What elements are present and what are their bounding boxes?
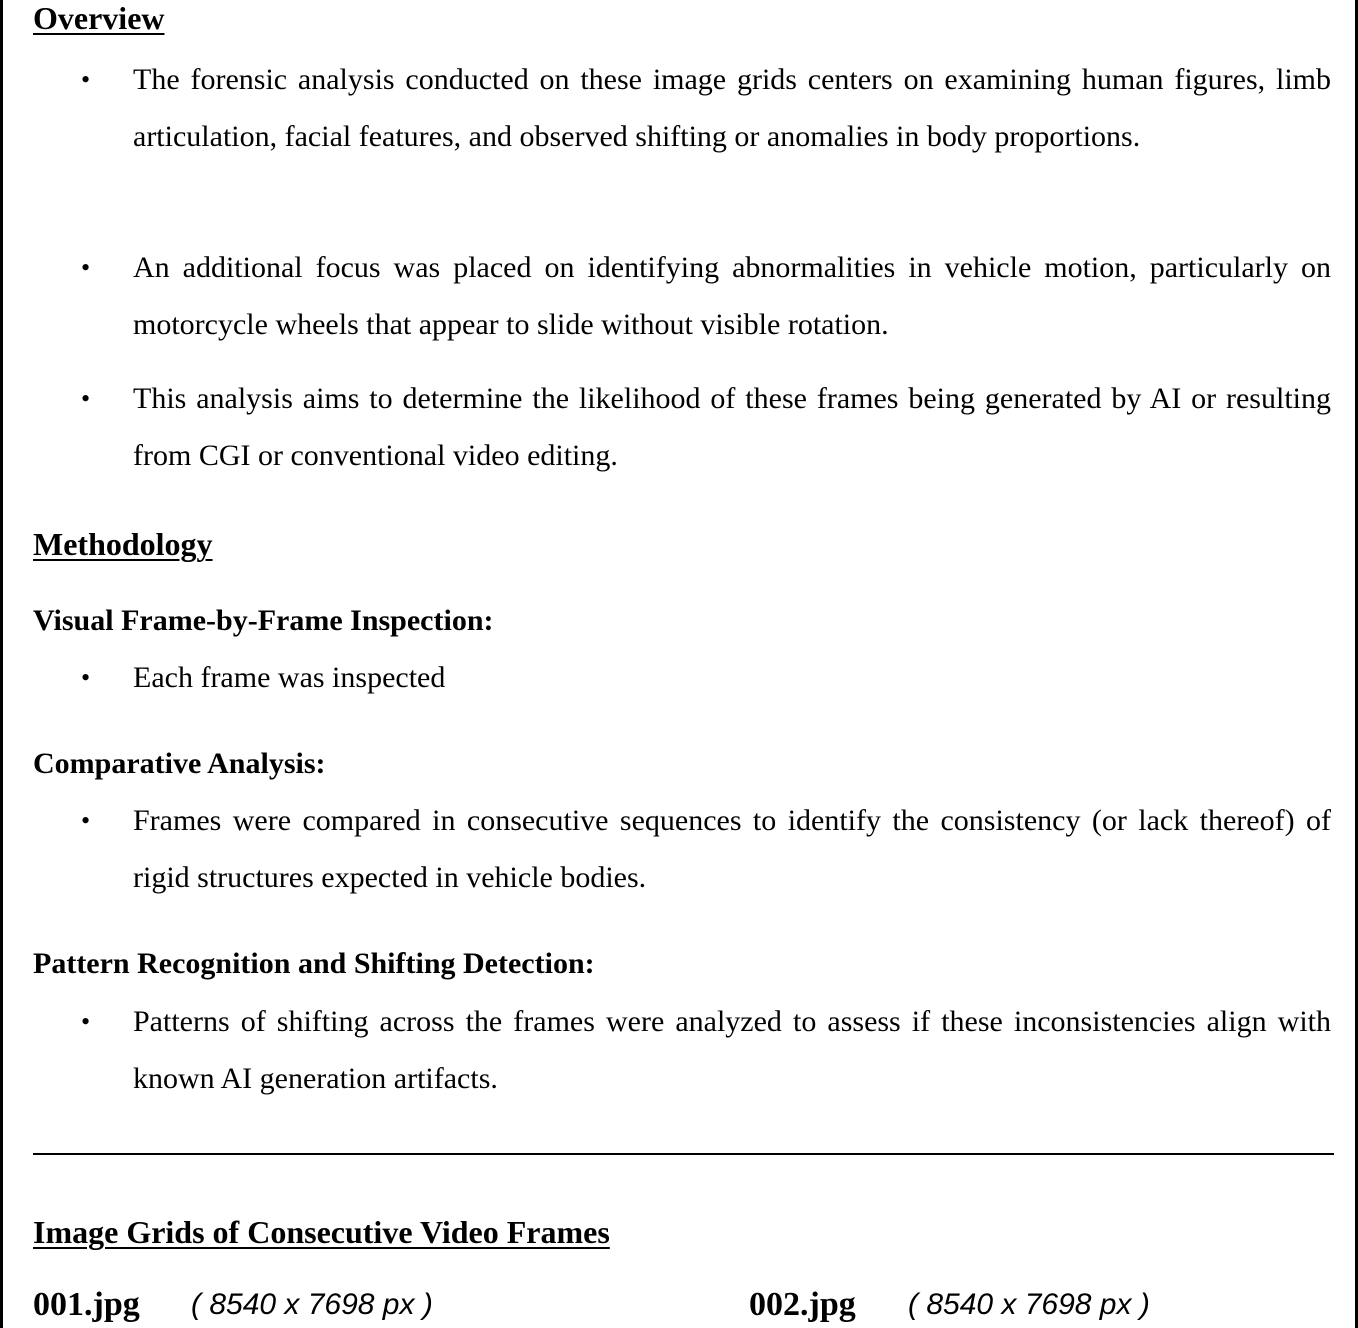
bullet-text: This analysis aims to determine the likelihood of these frames being generated by AI or resulting from CGI or conventional video editing. xyxy=(133,382,1331,472)
visual-inspection-heading: Visual Frame-by-Frame Inspection: xyxy=(33,604,494,637)
bullet-text: Frames were compared in consecutive sequences to identify the consistency (or lack thereof) of rigid structures expected in vehicle bodies. xyxy=(133,804,1331,894)
methodology-heading: Methodology xyxy=(33,526,213,562)
file-name-001: 001.jpg xyxy=(33,1286,140,1323)
image-grids-heading: Image Grids of Consecutive Video Frames xyxy=(33,1214,610,1250)
file-dimensions-001: ( 8540 x 7698 px ) xyxy=(191,1288,433,1321)
bullet-text: An additional focus was placed on identifying abnormalities in vehicle motion, particularly on motorcycle wheels that appear to slide without visible rotation. xyxy=(133,251,1331,341)
bullet-icon: • xyxy=(81,253,91,282)
bullet-text: Each frame was inspected xyxy=(133,661,446,694)
bullet-icon: • xyxy=(81,384,91,413)
bullet-icon: • xyxy=(81,806,91,835)
file-name-002: 002.jpg xyxy=(749,1286,856,1323)
overview-bullet xyxy=(81,239,1331,353)
file-dimensions-002: ( 8540 x 7698 px ) xyxy=(908,1288,1150,1321)
bullet-text: Patterns of shifting across the frames were analyzed to assess if these inconsistencies align with known AI generation artifacts. xyxy=(133,1005,1331,1095)
bullet-text: The forensic analysis conducted on these image grids centers on examining human figures, limb articulation, facial features, and observed shifting or anomalies in body proportions. xyxy=(133,63,1331,153)
comparative-analysis-heading: Comparative Analysis: xyxy=(33,747,326,780)
overview-bullet xyxy=(81,370,1331,484)
methodology-bullet xyxy=(81,993,1331,1107)
section-divider xyxy=(33,1153,1334,1155)
bullet-icon: • xyxy=(81,663,91,692)
methodology-bullet xyxy=(81,792,1331,906)
pattern-recognition-heading: Pattern Recognition and Shifting Detection: xyxy=(33,947,595,980)
bullet-icon: • xyxy=(81,65,91,94)
overview-heading: Overview xyxy=(33,0,165,36)
overview-bullet xyxy=(81,51,1331,222)
bullet-icon: • xyxy=(81,1007,91,1036)
methodology-bullet xyxy=(81,649,1331,706)
